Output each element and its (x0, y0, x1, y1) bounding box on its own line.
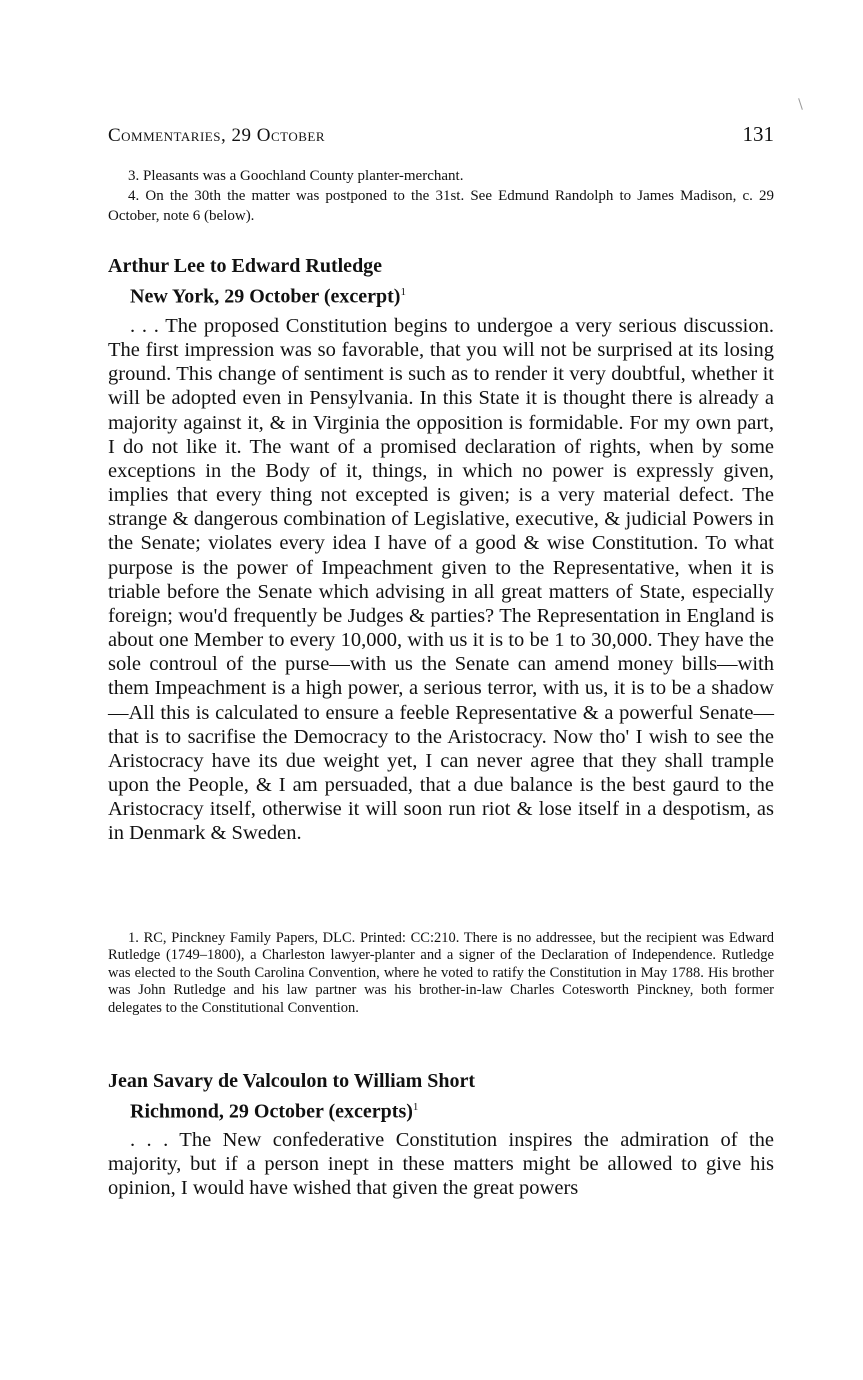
carried-over-notes (108, 166, 774, 226)
note-4: 4. On the 30th the matter was postponed to the 31st. See Edmund Randolph to James Madison, c. 29 October, note 6 (below). (108, 188, 774, 224)
doc1-footnote: 1. RC, Pinckney Family Papers, DLC. Printed: CC:210. There is no addressee, but the recipient was Edward Rutledge (1749–1800), a Charleston lawyer-planter and a signer of the Declaration of Independence. Rutledge was elected to the South Carolina Convention, where he voted to ratify the Constitution in May 1788. His brother was John Rutledge and his law partner was his brother-in-law Charles Cotesworth Pinckney, both former delegates to the Constitutional Convention. (108, 930, 774, 1016)
doc1-heading (108, 253, 774, 310)
note-3: 3. Pleasants was a Goochland County planter-merchant. (128, 168, 464, 184)
page-header (108, 122, 774, 147)
doc2-place-date: Richmond, 29 October (excerpts) (130, 1100, 413, 1123)
stray-mark (798, 98, 803, 110)
doc2-title: Jean Savary de Valcoulon to William Short (108, 1070, 476, 1092)
page-number: 131 (742, 122, 774, 146)
doc2-heading (108, 1068, 774, 1125)
doc1-place-date: New York, 29 October (excerpt) (130, 285, 401, 308)
doc1-note-mark: 1 (400, 286, 406, 298)
doc2-body: . . . The New confederative Constitution inspires the admiration of the majority, but if a person inept in these matters might be allowed to give his opinion, I would have wished that given the great powers (108, 1129, 774, 1200)
doc2-place-date-line (108, 1094, 774, 1125)
running-head: Commentaries, 29 October (108, 125, 325, 146)
doc2-note-mark: 1 (412, 1101, 419, 1113)
doc1-body: . . . The proposed Constitution begins to undergoe a very serious discussion. The first impression was so favorable, that you will not be surprised at its losing ground. This change of sentiment is such as to render it very doubtful, whether it will be adopted even in Pensylvania. In this State it is thought there is already a majority against it, & in Virginia the opposition is formidable. For my own part, I do not like it. The want of a promised declaration of rights, when by some exceptions in the Body of it, things, in which no power is expressly given, implies that every thing not excepted is given; is a very material defect. The strange & dangerous combination of Legislative, executive, & judicial Powers in the Senate; violates every idea I have of a good & wise Constitution. To what purpose is the power of Impeachment given to the Representative, when it is triable before the Senate which advising in all great matters of State, especially foreign; wou'd frequently be Judges & parties? The Representation in England is about one Member to every 10,000, with us it is to be 1 to 30,000. They have the sole controul of the purse—with us the Senate can amend money bills—with them Impeachment is a high power, a serious terror, with us, it is to be a shadow—All this is calculated to ensure a feeble Representative & a powerful Senate—that is to sacrifise the Democracy to the Aristocracy. Now tho' I wish to see the Aristocracy have its due weight yet, I can never agree that they shall trample upon the People, & I am persuaded, that a due balance is the best gaurd to the Aristocracy itself, otherwise it will soon run riot & lose itself in a despotism, as in Denmark & Sweden. (108, 315, 774, 845)
doc1-title: Arthur Lee to Edward Rutledge (108, 255, 383, 277)
doc1-place-date-line (108, 279, 774, 310)
